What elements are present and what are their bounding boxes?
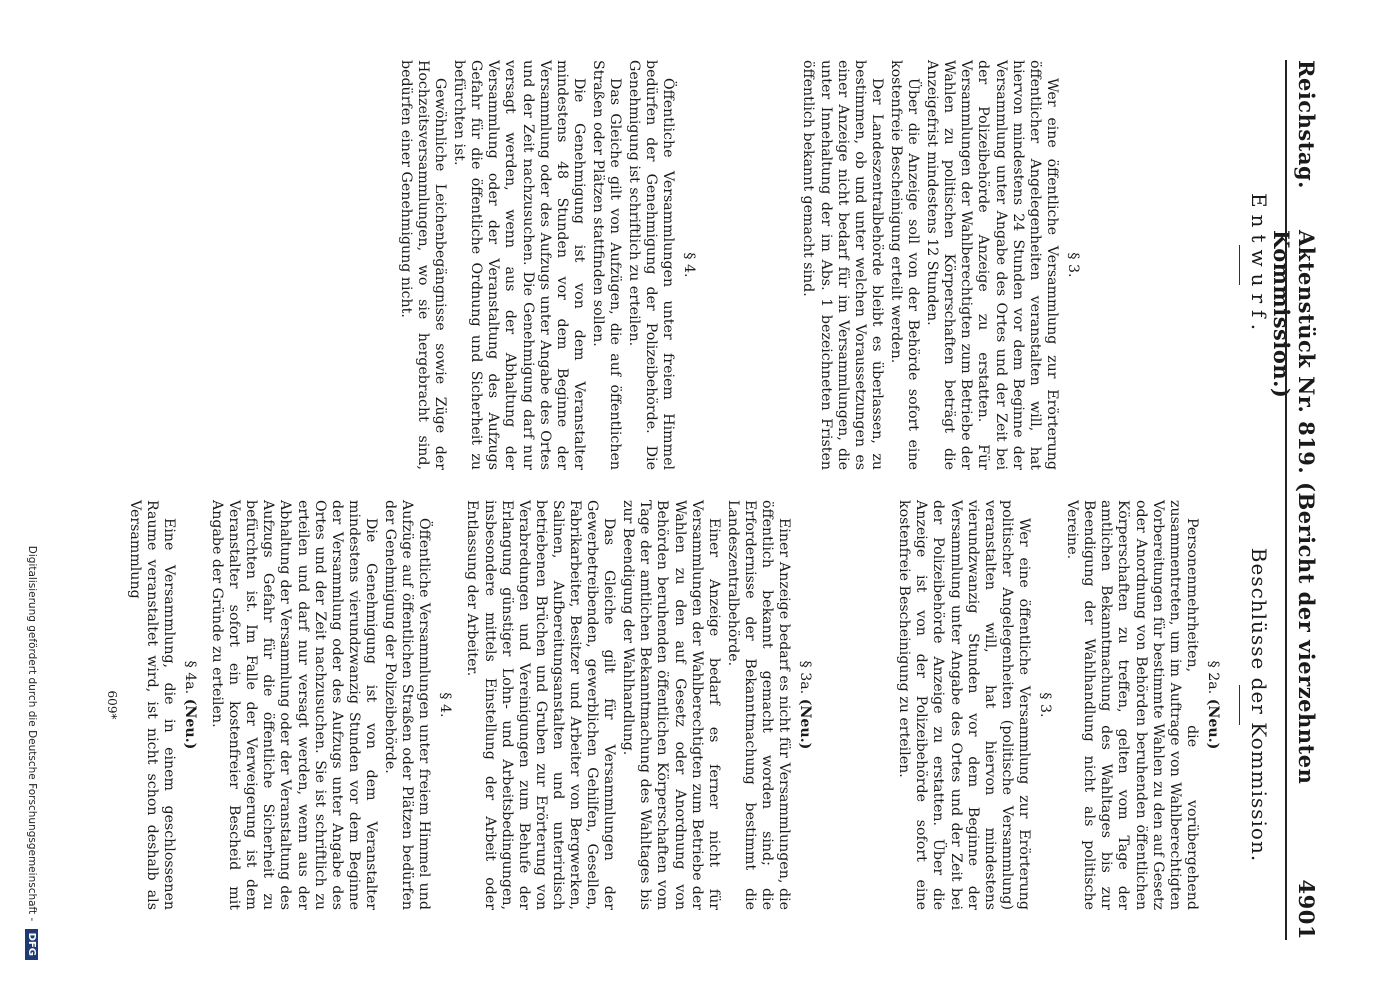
digitization-text: Digitalisierung gefördert durch die Deutsche Forschungsgemeinschaft -: [26, 545, 38, 922]
dfg-logo: DFG: [25, 929, 38, 960]
new-marker: (Neu.): [797, 698, 814, 750]
section-3-paragraph: Wer eine öffentliche Versammlung zur Erörterung öffentlicher Angelegenheiten veranstalten will, hat hiervon mindestens 24 Stunden vor dem Beginne der Versammlung unter Angabe des Ortes und der Zeit bei der Polizeibehörde Anzeige zu erstatten. Für Versammlungen der Wahlberechtigten zum Betriebe der Wahlen zu politischen Körperschaften beträgt die Anzeigefrist mindestens 12 Stunden.: [924, 60, 1060, 470]
title-divider: [1239, 245, 1240, 285]
section-3a-paragraph: Das Gleiche gilt für Versammlungen der Gewerbetreibenden, gewerblichen Gehilfen, Gesellen, Fabrikarbeiter, Besitzer und Arbeiter von Bergwerken, Salinen, Aufbereitungsanstalten und unterirdisch betriebenen Brüchen und Gruben zur Erörterung von Verabredungen und Vereinigungen zum Behufe der Erlangung günstiger Lohn- und Arbeitsbedingungen, insbesondere mittels Einstellung der Arbeit oder Entlassung der Arbeiter.: [464, 500, 618, 910]
section-4a-heading: [181, 500, 198, 910]
section-3a-paragraph: Einer Anzeige bedarf es ferner nicht für Versammlungen der Wahlberechtigten zum Betriebe der Wahlen zu den auf Gesetz oder Anordnung von Behörden beruhenden öffentlichen Körperschaften vom Tage der amtlichen Bekanntmachung des Wahltages bis zur Beendigung der Wahlhandlung.: [620, 500, 722, 910]
left-column-title: Entwurf.: [1247, 192, 1271, 338]
section-4a-paragraph: Eine Versammlung, die in einem geschlossenen Raume veranstaltet wird, ist nicht schon deshalb als Versammlung: [126, 500, 177, 910]
page-marker: 609*: [104, 690, 119, 720]
section-3-paragraph: Der Landeszentralbehörde bleibt es überlassen, zu bestimmen, ob und unter welchen Voraussetzungen es einer Anzeige nicht bedarf für im Versammlungen, die unter Innehaltung der im Abs. 1 bezeichneten Fristen öffentlich bekannt gemacht sind.: [800, 60, 885, 470]
section-number: § 4a.: [182, 660, 199, 695]
header-rule: [1285, 60, 1287, 940]
right-column-title: Beschlüsse der Kommission.: [1247, 547, 1271, 863]
header-left: Reichstag.: [1294, 60, 1319, 189]
section-3a-heading: [796, 500, 813, 910]
section-3-heading: § 3.: [1064, 252, 1081, 278]
section-4-paragraph: Die Genehmigung ist von dem Veranstalter mindestens vierundzwanzig Stunden vor dem Beginne der Versammlung oder des Aufzugs unter Angabe des Ortes und der Zeit nachzusuchen. Sie ist schriftlich zu erteilen und darf nur versagt werden, wenn aus der Abhaltung der Versammlung oder der Veranstaltung des Aufzugs Gefahr für die öffentliche Sicherheit zu befürchten ist. Im Falle der Verweigerung ist dem Veranstalter sofort ein kostenfreier Bescheid mit Angabe der Gründe zu erteilen.: [209, 500, 379, 910]
section-number: § 3a.: [797, 660, 814, 695]
left-column-draft: [395, 60, 1273, 470]
section-4-paragraph: Die Genehmigung ist von dem Veranstalter mindestens 48 Stunden vor dem Beginne der Versammlung oder des Aufzugs unter Angabe des Ortes und der Zeit nachzusuchen. Die Genehmigung darf nur versagt werden, wenn aus der Abhaltung der Versammlung oder der Veranstaltung des Aufzugs Gefahr für die öffentliche Ordnung und Sicherheit zu befürchten ist.: [451, 60, 587, 470]
right-column-decisions: [103, 500, 1273, 910]
section-number: § 2a.: [1204, 660, 1221, 695]
section-4-heading: § 4.: [681, 252, 698, 278]
section-2a-paragraph: Personenmehrheiten, die vorübergehend zusammentreten, um im Auftrage von Wahlberechtigten Vorbereitungen für bestimmte Wahlen zu den auf Gesetz oder Anordnung von Behörden beruhenden öffentlichen Körperschaften zu treffen, gelten vom Tage der amtlichen Bekanntmachung des Wahltages bis zur Beendigung der Wahlhandlung nicht als politische Vereine.: [1064, 500, 1200, 910]
page-header: [1269, 60, 1325, 940]
section-3-heading: § 3.: [1037, 692, 1054, 718]
section-2a-heading: [1204, 500, 1221, 910]
section-4-paragraph: Gewöhnliche Leichenbegängnisse sowie Züge der Hochzeitsversammlungen, wo sie hergebracht sind, bedürfen einer Genehmigung nicht.: [397, 60, 449, 470]
section-3-paragraph: Wer eine öffentliche Versammlung zur Erörterung politischer Angelegenheiten (politische Versammlung) veranstalten will, hat hiervon mindestens vierundzwanzig Stunden vor dem Beginne der Versammlung unter Angabe des Ortes und der Zeit bei der Polizeibehörde Anzeige zu erstatten. Über die Anzeige ist von der Polizeibehörde sofort eine kostenfreie Bescheinigung zu erteilen.: [896, 500, 1032, 910]
new-marker: (Neu.): [1204, 698, 1221, 750]
header-page-number: 4901: [1294, 879, 1319, 940]
digitization-note: [16, 40, 38, 960]
title-divider: [1239, 685, 1240, 725]
section-3-paragraph: Über die Anzeige soll von der Behörde sofort eine kostenfreie Bescheinigung erteilt werden.: [887, 60, 922, 470]
header-center: Aktenstück Nr. 819. (Bericht der vierzehnten Kommission.): [1269, 230, 1319, 785]
section-3a-paragraph: Einer Anzeige bedarf es nicht für Versammlungen, die öffentlich bekannt gemacht worden sind; die Erfordernisse der Bekanntmachung bestimmt die Landeszentralbehörde.: [724, 500, 793, 910]
section-4-paragraph: Öffentliche Versammlungen unter freiem Himmel bedürfen der Genehmigung der Polizeibehörde. Die Genehmigung ist schriftlich zu erteilen.: [626, 60, 677, 470]
section-4-paragraph: Öffentliche Versammlungen unter freiem Himmel und Aufzüge auf öffentlichen Straßen oder Plätzen bedürfen der Genehmigung der Polizeibehörde.: [382, 500, 433, 910]
new-marker: (Neu.): [182, 698, 199, 750]
section-4-heading: § 4.: [437, 692, 454, 718]
section-4-paragraph: Das Gleiche gilt von Aufzügen, die auf öffentlichen Straßen oder Plätzen stattfinden sollen.: [589, 60, 624, 470]
